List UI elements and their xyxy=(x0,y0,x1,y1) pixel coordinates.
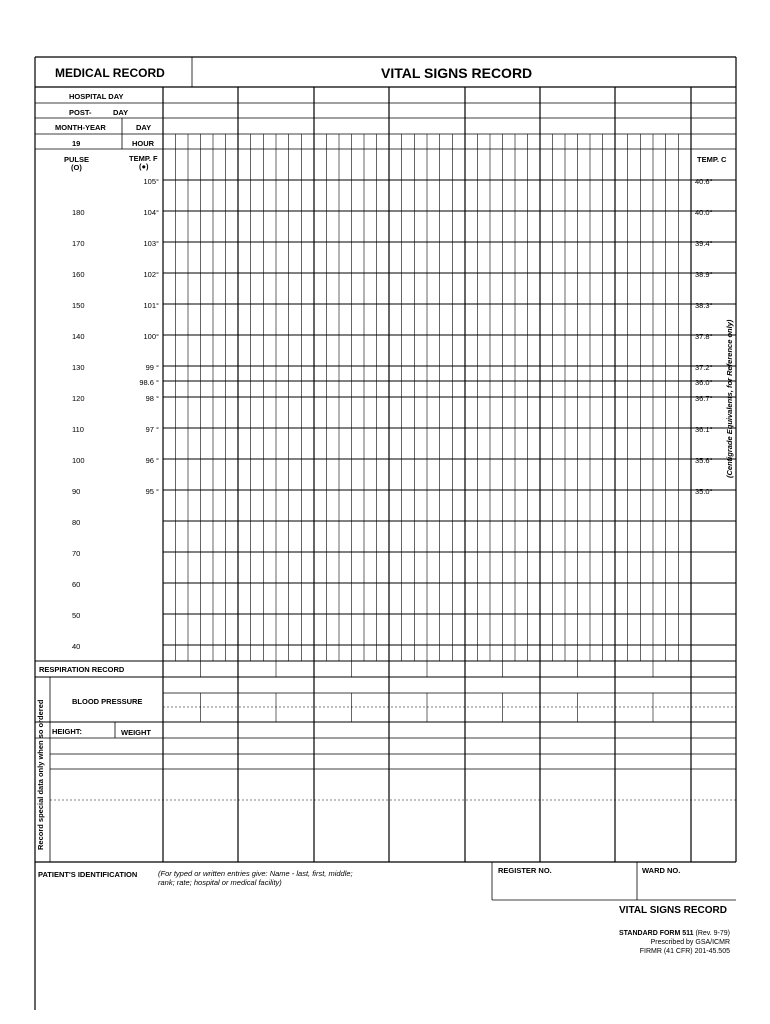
patient-instructions-line1: (For typed or written entries give: Name - last, first, middle; xyxy=(158,869,353,878)
pulse-value: 100 xyxy=(72,456,85,465)
pulse-value: 90 xyxy=(72,487,81,496)
pulse-symbol: (O) xyxy=(71,163,82,172)
prescribed-line: Prescribed by GSA/ICMR xyxy=(650,939,730,946)
blood-pressure-label: BLOOD PRESSURE xyxy=(72,697,143,706)
tempc-value: 38.3° xyxy=(695,301,713,310)
tempf-symbol: (●) xyxy=(139,162,149,171)
pulse-value: 130 xyxy=(72,363,85,372)
footer-form-title: VITAL SIGNS RECORD xyxy=(619,905,727,916)
form-number: STANDARD FORM 511 xyxy=(619,930,694,937)
tempc-value: 37.2° xyxy=(695,363,713,372)
month-year-label: MONTH-YEAR xyxy=(55,123,106,132)
weight-label: WEIGHT xyxy=(121,728,151,737)
post-day-label: DAY xyxy=(113,108,129,117)
tempf-value: 97 ° xyxy=(145,425,159,434)
pulse-value: 70 xyxy=(72,549,81,558)
tempc-value: 37.8° xyxy=(695,332,713,341)
height-label: HEIGHT: xyxy=(52,727,82,736)
pulse-value: 60 xyxy=(72,580,81,589)
tempf-value: 98.6 ° xyxy=(139,378,159,387)
hour-label: HOUR xyxy=(132,139,155,148)
pulse-value: 50 xyxy=(72,611,81,620)
post-label: POST- xyxy=(69,108,92,117)
tempc-value: 38.9° xyxy=(695,270,713,279)
patient-instructions-line2: rank; rate; hospital or medical facility) xyxy=(158,878,282,887)
pulse-value: 80 xyxy=(72,518,81,527)
day-label: DAY xyxy=(136,123,152,132)
tempf-label: TEMP. F xyxy=(129,154,158,163)
tempc-value: 35.6° xyxy=(695,456,713,465)
pulse-value: 160 xyxy=(72,270,85,279)
tempc-value: 36.7° xyxy=(695,394,713,403)
patient-id-label: PATIENT'S IDENTIFICATION xyxy=(38,870,138,879)
register-no-label: REGISTER NO. xyxy=(498,866,552,875)
form-rev: (Rev. 9-79) xyxy=(695,930,730,937)
pulse-label: PULSE xyxy=(64,155,90,164)
hospital-day-label: HOSPITAL DAY xyxy=(69,92,124,101)
tempc-value: 36.1° xyxy=(695,425,713,434)
tempf-value: 99 ° xyxy=(145,363,159,372)
tempc-value: 36.0° xyxy=(695,378,713,387)
tempf-value: 95 ° xyxy=(145,487,159,496)
vital-signs-title: VITAL SIGNS RECORD xyxy=(381,65,533,81)
patient-instructions xyxy=(158,869,353,887)
tempf-value: 98 ° xyxy=(145,394,159,403)
tempc-label: TEMP. C xyxy=(697,155,727,164)
tempf-value: 101° xyxy=(143,301,159,310)
tempc-value: 35.0° xyxy=(695,487,713,496)
tempf-value: 96 ° xyxy=(145,456,159,465)
special-data-note: Record special data only when so ordered xyxy=(36,699,45,850)
pulse-value: 120 xyxy=(72,394,85,403)
form-footer-block xyxy=(619,929,730,956)
tempc-value: 40.0° xyxy=(695,208,713,217)
pulse-value: 40 xyxy=(72,642,81,651)
respiration-label: RESPIRATION RECORD xyxy=(39,665,125,674)
pulse-value: 140 xyxy=(72,332,85,341)
pulse-value: 170 xyxy=(72,239,85,248)
tempf-value: 104° xyxy=(143,208,159,217)
tempf-value: 100° xyxy=(143,332,159,341)
tempf-value: 103° xyxy=(143,239,159,248)
pulse-value: 180 xyxy=(72,208,85,217)
pulse-value: 110 xyxy=(72,425,84,434)
tempc-value: 39.4° xyxy=(695,239,713,248)
centigrade-note: (Centigrade Equivalents, for Reference only) xyxy=(725,319,734,478)
tempc-value: 40.6° xyxy=(695,177,713,186)
firmr-line: FIRMR (41 CFR) 201-45.505 xyxy=(639,948,730,955)
year-19-label: 19 xyxy=(72,139,81,148)
tempf-value: 105° xyxy=(143,177,159,186)
tempf-value: 102° xyxy=(143,270,159,279)
ward-no-label: WARD NO. xyxy=(642,866,681,875)
medical-record-title: MEDICAL RECORD xyxy=(55,66,165,80)
pulse-value: 150 xyxy=(72,301,85,310)
form-number-line xyxy=(619,929,730,938)
